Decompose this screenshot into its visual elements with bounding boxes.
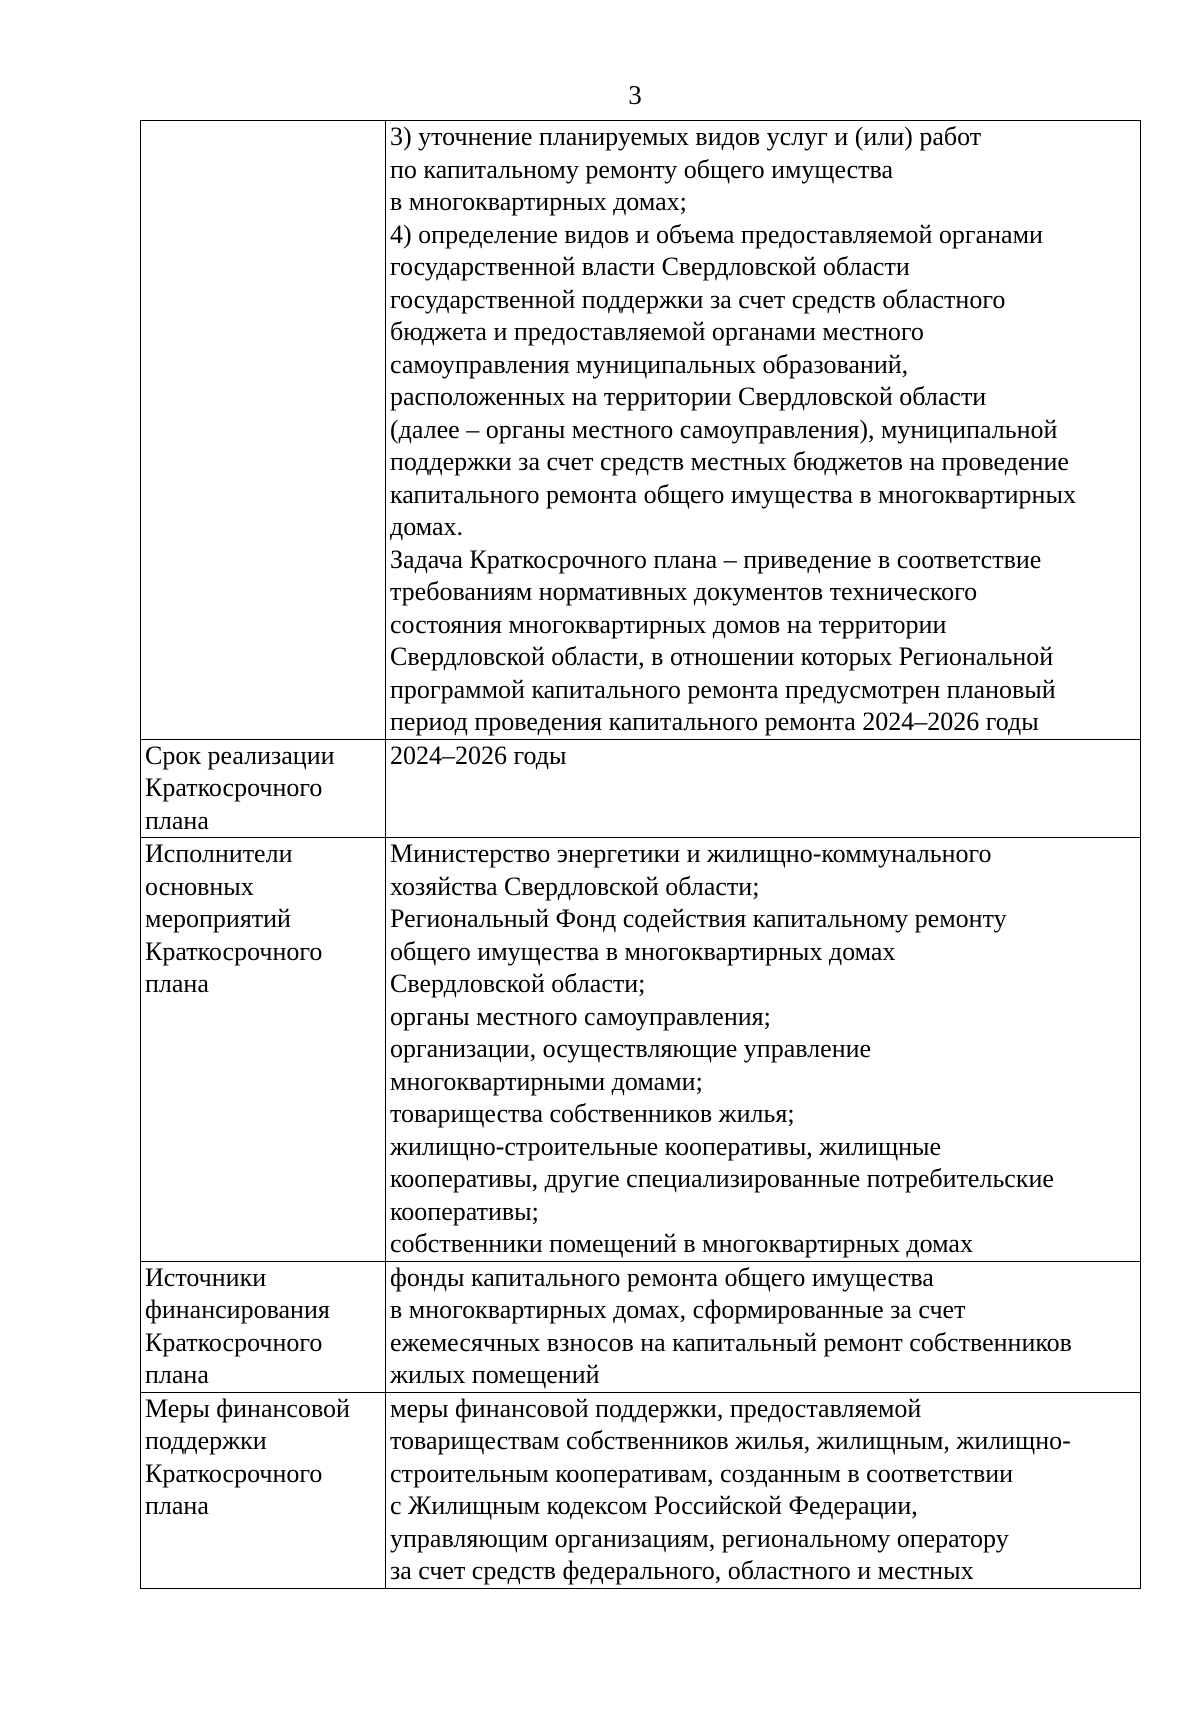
label-line: плана [145, 1491, 209, 1520]
value-line: кооперативы; [390, 1196, 539, 1226]
value-line: период проведения капитального ремонта 2024–2026 годы [390, 707, 1039, 736]
label-line: финансирования [145, 1295, 330, 1324]
row-value-cell [386, 838, 1141, 1262]
label-line: Срок реализации [145, 740, 335, 770]
value-line: Свердловской области, в отношении которых Региональной [390, 642, 1054, 671]
label-line: основных [145, 871, 254, 901]
label-line: плана [145, 969, 209, 998]
label-line: Меры финансовой [145, 1393, 350, 1423]
value-line: требованиям нормативных документов технического [390, 577, 978, 606]
value-line: государственной власти Свердловской области [390, 252, 910, 281]
value-line: жилых помещений [390, 1360, 600, 1389]
table-row-goals-tasks [141, 121, 1141, 740]
row-label-cell [141, 1261, 386, 1392]
table-row-executors [141, 838, 1141, 1262]
row-label-cell [141, 739, 386, 838]
value-line: ежемесячных взносов на капитальный ремонт собственников [390, 1327, 1072, 1357]
value-line: 4) определение видов и объема предоставляемой органами [390, 219, 1043, 249]
row-value-cell [386, 1261, 1141, 1392]
value-line: (далее – органы местного самоуправления), муниципальной [390, 414, 1058, 444]
value-line: 2024–2026 годы [390, 740, 567, 770]
value-line: общего имущества в многоквартирных домах [390, 936, 896, 966]
label-line: мероприятий [145, 904, 291, 933]
label-line: Краткосрочного [145, 773, 323, 802]
row-label-cell [141, 1392, 386, 1588]
value-line: строительным кооперативам, созданным в соответствии [390, 1458, 1014, 1488]
value-line: домах. [390, 512, 464, 541]
value-line: Задача Краткосрочного плана – приведение в соответствие [390, 544, 1042, 574]
label-line: Краткосрочного [145, 1327, 323, 1357]
table-row-financial-support [141, 1392, 1141, 1588]
value-line: организации, осуществляющие управление [390, 1034, 872, 1063]
passport-table [140, 120, 1141, 1589]
value-line: самоуправления муниципальных образований, [390, 349, 909, 379]
value-line: состояния многоквартирных домов на территории [390, 609, 947, 639]
value-line: в многоквартирных домах; [390, 187, 687, 216]
value-line: меры финансовой поддержки, предоставляемой [390, 1393, 922, 1423]
value-line: управляющим организациям, региональному оператору [390, 1523, 1009, 1553]
value-line: товариществам собственников жилья, жилищным, жилищно- [390, 1426, 1071, 1455]
value-line: многоквартирными домами; [390, 1066, 703, 1096]
table-row-term [141, 739, 1141, 838]
label-line: плана [145, 1360, 209, 1389]
row-value-cell [386, 121, 1141, 740]
value-line: государственной поддержки за счет средств областного [390, 284, 1006, 314]
label-line: плана [145, 805, 209, 835]
label-line: Краткосрочного [145, 936, 323, 966]
value-line: кооперативы, другие специализированные потребительские [390, 1164, 1054, 1193]
value-line: расположенных на территории Свердловской области [390, 382, 987, 411]
row-value-cell [386, 1392, 1141, 1588]
value-line: за счет средств федерального, областного и местных [390, 1556, 974, 1585]
value-line: Региональный Фонд содействия капитальному ремонту [390, 904, 1007, 933]
value-line: с Жилищным кодексом Российской Федерации, [390, 1491, 918, 1520]
label-line: поддержки [145, 1426, 267, 1455]
value-line: органы местного самоуправления; [390, 1001, 771, 1031]
table-row-funding-sources [141, 1261, 1141, 1392]
label-line: Источники [145, 1262, 267, 1292]
value-line: в многоквартирных домах, сформированные за счет [390, 1295, 966, 1324]
row-value-cell [386, 739, 1141, 838]
page-number: 3 [628, 80, 642, 110]
label-line: Краткосрочного [145, 1458, 323, 1488]
label-line: Исполнители [145, 839, 293, 868]
value-line: Свердловской области; [390, 969, 646, 998]
row-label-cell [141, 121, 386, 740]
value-line: фонды капитального ремонта общего имущества [390, 1262, 934, 1292]
value-line: поддержки за счет средств местных бюджетов на проведение [390, 447, 1069, 476]
value-line: программой капитального ремонта предусмотрен плановый [390, 674, 1056, 704]
value-line: жилищно-строительные кооперативы, жилищные [390, 1131, 942, 1161]
value-line: бюджета и предоставляемой органами местного [390, 317, 924, 346]
value-line: собственники помещений в многоквартирных домах [390, 1229, 973, 1258]
value-line: капитального ремонта общего имущества в многоквартирных [390, 479, 1076, 509]
value-line: Министерство энергетики и жилищно-коммунального [390, 839, 992, 868]
value-line: 3) уточнение планируемых видов услуг и (или) работ [390, 122, 982, 151]
row-label-cell [141, 838, 386, 1262]
value-line: по капитальному ремонту общего имущества [390, 154, 894, 184]
value-line: товарищества собственников жилья; [390, 1099, 795, 1128]
value-line: хозяйства Свердловской области; [390, 871, 760, 901]
